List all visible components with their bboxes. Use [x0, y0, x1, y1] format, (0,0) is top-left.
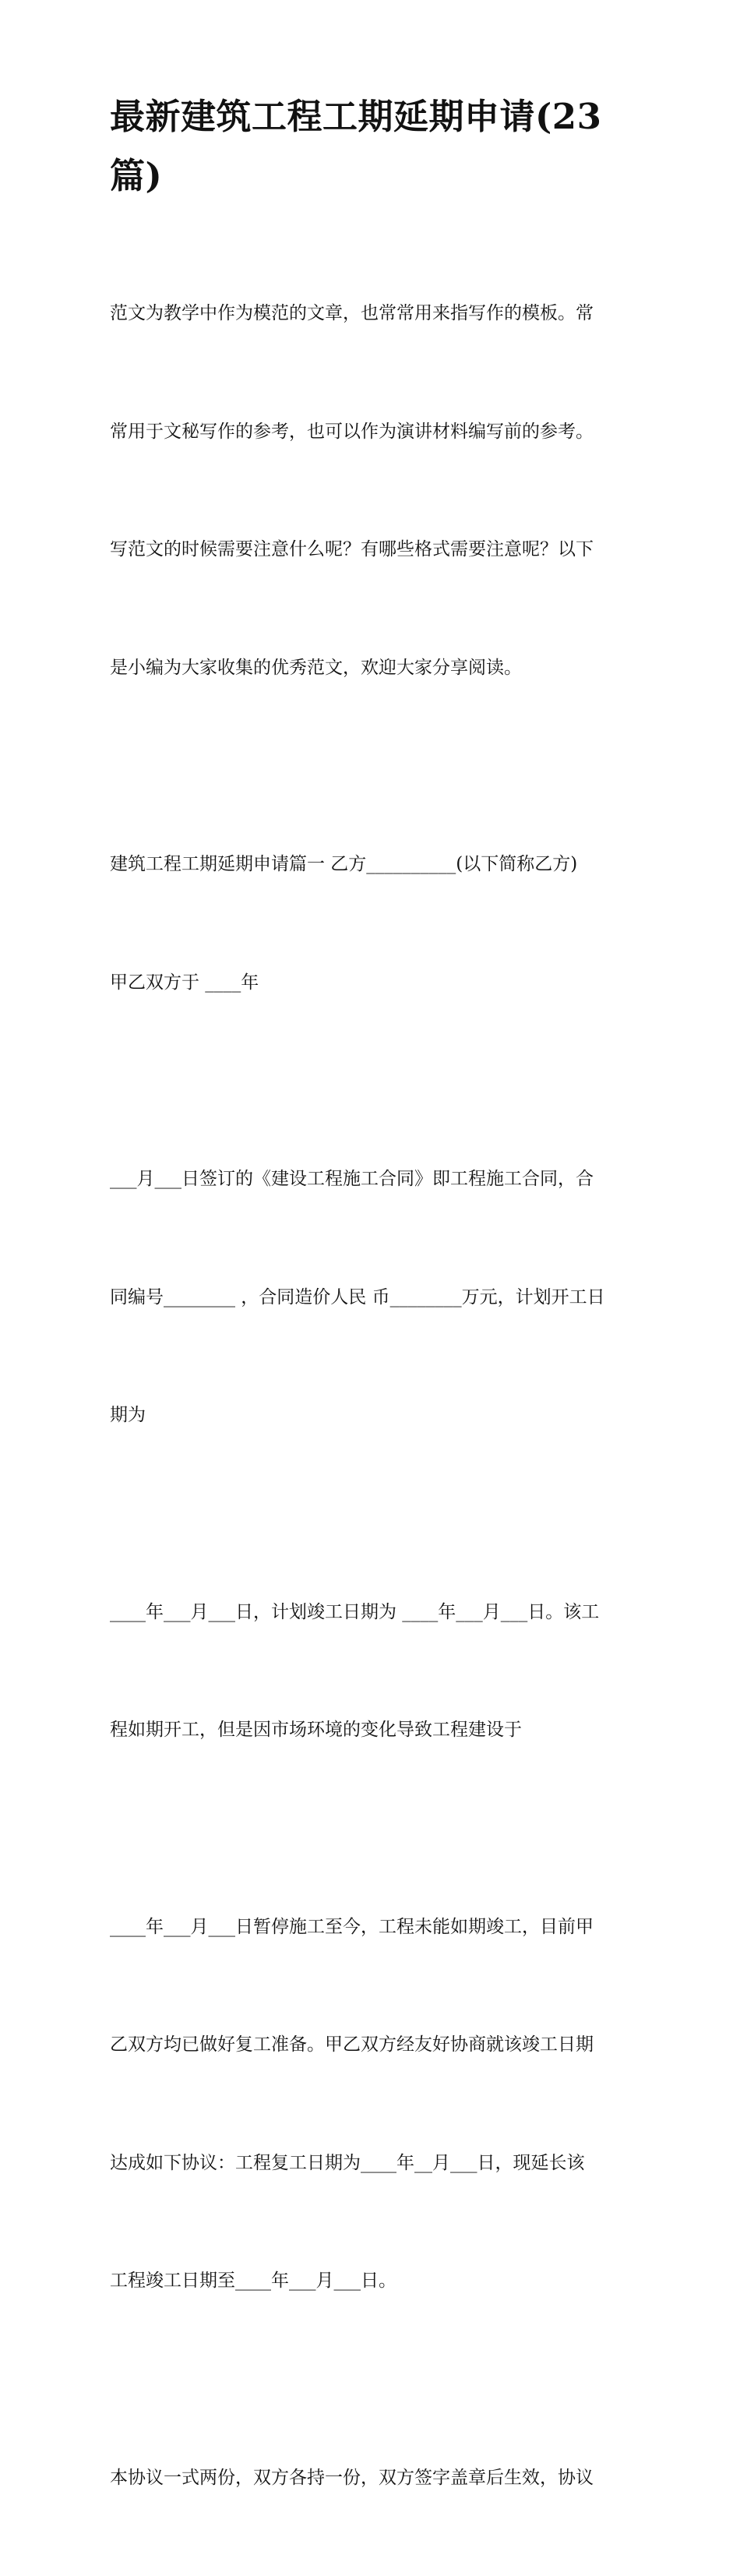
document-page [110, 87, 640, 2576]
title-line: 最新建筑工程工期延期申请(23 [110, 87, 640, 146]
text-line: 程如期开工，但是因市场环境的变化导致工程建设于 [110, 1710, 640, 1750]
text-line: 工程竣工日期至____年___月___日。 [110, 2261, 640, 2301]
text-line: ___月___日签订的《建设工程施工合同》即工程施工合同，合 [110, 1159, 640, 1199]
text-line: ____年___月___日，计划竣工日期为 ____年___月___日。该工 [110, 1593, 640, 1632]
text-line: 范文为教学中作为模范的文章，也常常用来指写作的模板。常 [110, 294, 640, 333]
text-line: 期为 [110, 1396, 640, 1435]
intro-paragraph [110, 215, 640, 766]
section-heading-paragraph [110, 766, 640, 1081]
text-line: 乙双方均已做好复工准备。甲乙双方经友好协商就该竣工日期 [110, 2025, 640, 2065]
agreement-paragraph [110, 1829, 640, 2380]
text-line: 写范文的时候需要注意什么呢？有哪些格式需要注意呢？以下 [110, 530, 640, 570]
document-title [110, 87, 640, 206]
text-line: 常用于文秘写作的参考，也可以作为演讲材料编写前的参考。 [110, 412, 640, 452]
text-line: ____年___月___日暂停施工至今，工程未能如期竣工，目前甲 [110, 1907, 640, 1947]
text-line: 本协议一式两份，双方各持一份，双方签字盖章后生效，协议 [110, 2458, 640, 2498]
text-line: 同编号________ ，合同造价人民 币________万元，计划开工日 [110, 1278, 640, 1318]
text-line: 是小编为大家收集的优秀范文，欢迎大家分享阅读。 [110, 648, 640, 688]
text-line: 甲乙双方于 ____年 [110, 963, 640, 1003]
text-line: 建筑工程工期延期申请篇一 乙方__________(以下简称乙方) [110, 845, 640, 884]
schedule-paragraph [110, 1514, 640, 1829]
closing-paragraph [110, 2380, 640, 2576]
text-line: 达成如下协议：工程复工日期为____年__月___日，现延长该 [110, 2144, 640, 2183]
contract-paragraph [110, 1081, 640, 1514]
title-line: 篇) [110, 146, 640, 206]
